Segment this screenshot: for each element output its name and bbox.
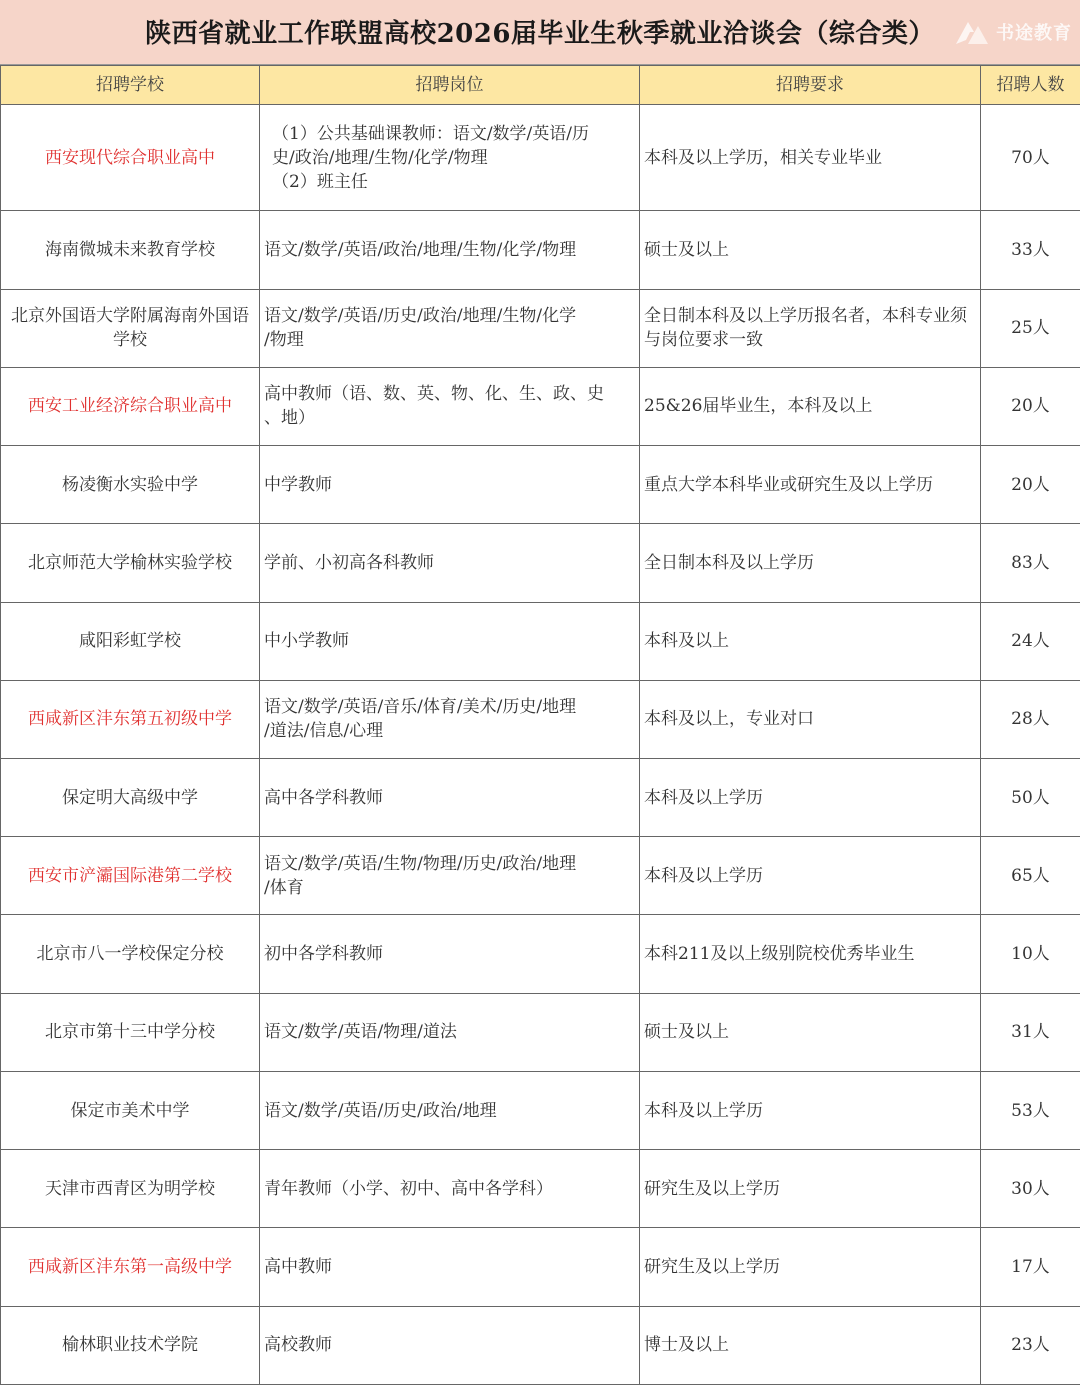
table-row	[1, 211, 1080, 289]
position-cell	[260, 524, 640, 602]
count-cell: 30人	[981, 1150, 1080, 1228]
header-requirement: 招聘要求	[640, 66, 981, 105]
header-school: 招聘学校	[1, 66, 260, 105]
title-bar	[0, 0, 1080, 65]
school-cell: 榆林职业技术学院	[1, 1306, 260, 1384]
school-cell: 北京市八一学校保定分校	[1, 915, 260, 993]
count-cell: 33人	[981, 211, 1080, 289]
count-cell: 17人	[981, 1228, 1080, 1306]
school-cell: 北京师范大学榆林实验学校	[1, 524, 260, 602]
count-cell: 83人	[981, 524, 1080, 602]
requirement-cell: 研究生及以上学历	[640, 1150, 981, 1228]
school-cell: 天津市西青区为明学校	[1, 1150, 260, 1228]
position-cell	[260, 289, 640, 367]
table-row	[1, 602, 1080, 680]
position-line: （2）班主任	[272, 171, 368, 192]
requirement-cell: 全日制本科及以上学历	[640, 524, 981, 602]
position-line: /道法/信息/心理	[264, 721, 384, 742]
position-cell	[260, 837, 640, 915]
position-cell	[260, 680, 640, 758]
table-row	[1, 1150, 1080, 1228]
table-row	[1, 524, 1080, 602]
count-cell: 23人	[981, 1306, 1080, 1384]
requirement-cell: 本科及以上学历，相关专业毕业	[640, 105, 981, 211]
table-row	[1, 105, 1080, 211]
position-cell	[260, 446, 640, 524]
requirement-cell: 本科及以上，专业对口	[640, 680, 981, 758]
count-cell: 65人	[981, 837, 1080, 915]
table-row	[1, 446, 1080, 524]
requirement-cell: 25&26届毕业生，本科及以上	[640, 367, 981, 445]
table-row	[1, 367, 1080, 445]
school-cell: 保定明大高级中学	[1, 758, 260, 836]
count-cell: 20人	[981, 446, 1080, 524]
count-cell: 24人	[981, 602, 1080, 680]
requirement-cell: 本科211及以上级别院校优秀毕业生	[640, 915, 981, 993]
position-line: 青年教师（小学、初中、高中各学科）	[264, 1178, 553, 1199]
position-line: 初中各学科教师	[264, 944, 383, 965]
position-line: 中小学教师	[264, 631, 349, 652]
header-position: 招聘岗位	[260, 66, 640, 105]
school-cell: 杨凌衡水实验中学	[1, 446, 260, 524]
position-line: 语文/数学/英语/历史/政治/地理/生物/化学	[264, 306, 577, 327]
table-body	[1, 105, 1080, 1385]
requirement-cell: 本科及以上学历	[640, 758, 981, 836]
count-cell: 25人	[981, 289, 1080, 367]
requirement-cell: 博士及以上	[640, 1306, 981, 1384]
position-cell	[260, 915, 640, 993]
count-cell: 70人	[981, 105, 1080, 211]
position-line: 史/政治/地理/生物/化学/物理	[272, 147, 488, 168]
table-row	[1, 680, 1080, 758]
table-row	[1, 758, 1080, 836]
position-cell	[260, 1071, 640, 1149]
table-header-row	[1, 66, 1080, 105]
position-cell	[260, 105, 640, 211]
school-cell: 保定市美术中学	[1, 1071, 260, 1149]
table-row	[1, 289, 1080, 367]
position-line: 语文/数学/英语/生物/物理/历史/政治/地理	[264, 853, 577, 874]
position-cell	[260, 211, 640, 289]
requirement-cell: 重点大学本科毕业或研究生及以上学历	[640, 446, 981, 524]
brand-watermark	[954, 14, 1072, 50]
table-row	[1, 1306, 1080, 1384]
position-cell	[260, 1306, 640, 1384]
position-line: 、地）	[264, 408, 315, 429]
school-cell: 西安现代综合职业高中	[1, 105, 260, 211]
requirement-cell: 硕士及以上	[640, 211, 981, 289]
position-line: 中学教师	[264, 474, 332, 495]
count-cell: 20人	[981, 367, 1080, 445]
position-cell	[260, 367, 640, 445]
position-cell	[260, 1150, 640, 1228]
requirement-cell: 本科及以上学历	[640, 1071, 981, 1149]
table-row	[1, 1071, 1080, 1149]
position-line: /物理	[264, 330, 304, 351]
position-line: 高中教师（语、数、英、物、化、生、政、史	[264, 384, 604, 405]
requirement-cell: 本科及以上学历	[640, 837, 981, 915]
position-line: 高校教师	[264, 1335, 332, 1356]
school-cell: 咸阳彩虹学校	[1, 602, 260, 680]
requirement-cell: 研究生及以上学历	[640, 1228, 981, 1306]
position-line: 语文/数学/英语/历史/政治/地理	[264, 1100, 497, 1121]
count-cell: 31人	[981, 993, 1080, 1071]
position-line: （1）公共基础课教师：语文/数学/英语/历	[272, 123, 589, 144]
count-cell: 28人	[981, 680, 1080, 758]
requirement-cell: 全日制本科及以上学历报名者，本科专业须与岗位要求一致	[640, 289, 981, 367]
count-cell: 50人	[981, 758, 1080, 836]
school-cell: 西咸新区沣东第一高级中学	[1, 1228, 260, 1306]
position-line: 高中教师	[264, 1256, 332, 1277]
school-cell: 北京外国语大学附属海南外国语学校	[1, 289, 260, 367]
school-cell: 西安市浐灞国际港第二学校	[1, 837, 260, 915]
position-cell	[260, 758, 640, 836]
position-cell	[260, 1228, 640, 1306]
table-row	[1, 915, 1080, 993]
position-cell	[260, 602, 640, 680]
school-cell: 海南微城未来教育学校	[1, 211, 260, 289]
table-row	[1, 993, 1080, 1071]
requirement-cell: 硕士及以上	[640, 993, 981, 1071]
brand-name: 书途教育	[996, 23, 1072, 44]
table-row	[1, 837, 1080, 915]
brand-logo-icon	[954, 18, 990, 46]
position-line: 学前、小初高各科教师	[264, 552, 434, 573]
header-count: 招聘人数	[981, 66, 1080, 105]
school-cell: 西咸新区沣东第五初级中学	[1, 680, 260, 758]
position-line: 语文/数学/英语/物理/道法	[264, 1022, 457, 1043]
requirement-cell: 本科及以上	[640, 602, 981, 680]
position-cell	[260, 993, 640, 1071]
school-cell: 西安工业经济综合职业高中	[1, 367, 260, 445]
school-cell: 北京市第十三中学分校	[1, 993, 260, 1071]
table-row	[1, 1228, 1080, 1306]
position-line: 语文/数学/英语/政治/地理/生物/化学/物理	[264, 239, 577, 260]
position-line: 语文/数学/英语/音乐/体育/美术/历史/地理	[264, 697, 577, 718]
count-cell: 53人	[981, 1071, 1080, 1149]
recruitment-table	[0, 65, 1080, 1385]
position-line: 高中各学科教师	[264, 787, 383, 808]
position-line: /体育	[264, 877, 304, 898]
page-title: 陕西省就业工作联盟高校2026届毕业生秋季就业洽谈会（综合类）	[145, 19, 935, 49]
count-cell: 10人	[981, 915, 1080, 993]
